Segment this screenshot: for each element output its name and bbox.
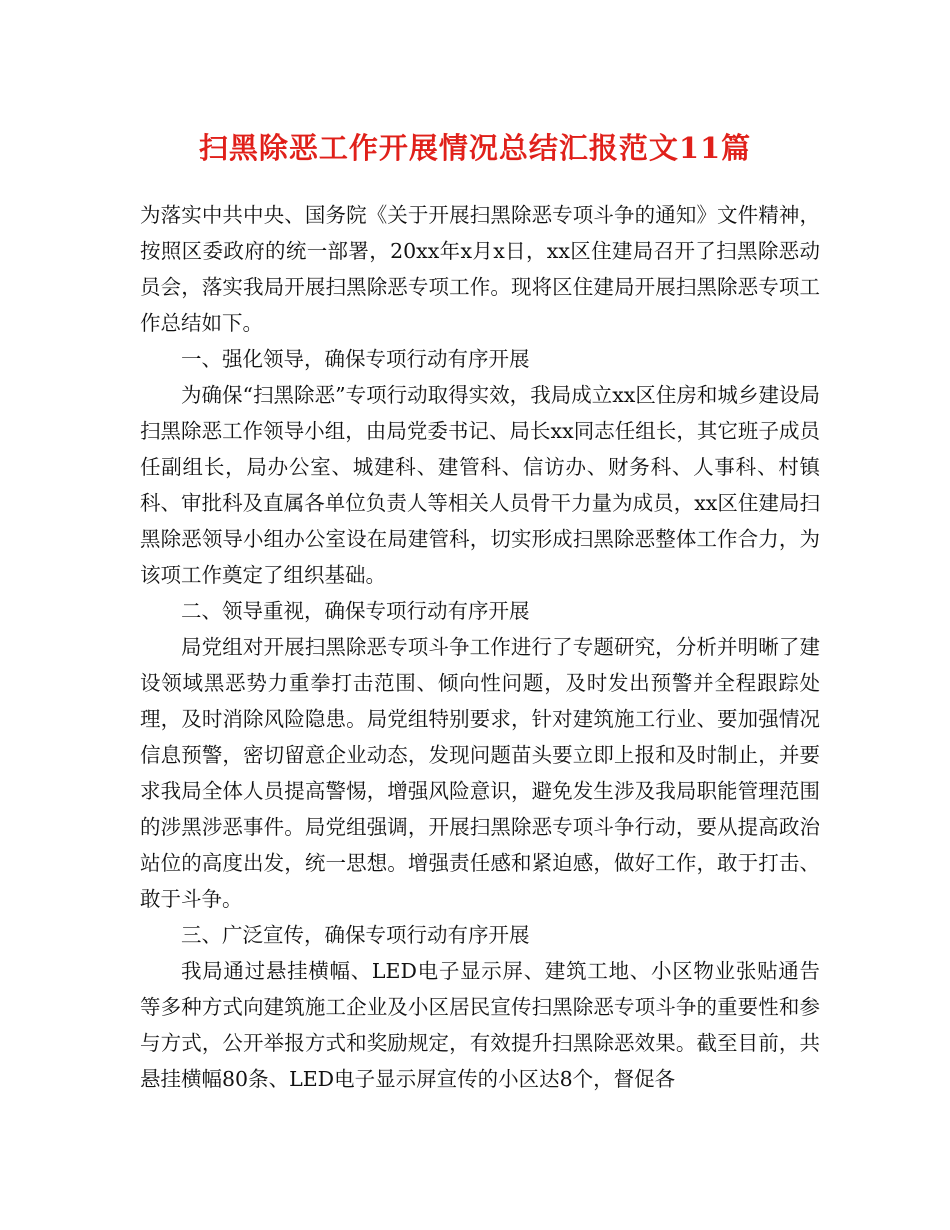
section-paragraph-1: 为确保“扫黑除恶”专项行动取得实效，我局成立xx区住房和城乡建设局扫黑除恶工作领导小组，由局党委书记、局长xx同志任组长，其它班子成员任副组长，局办公室、城建科、建管科、信访办、财务科、人事科、村镇科、审批科及直属各单位负责人等相关人员骨干力量为成员，xx区住建局扫黑除恶领导小组办公室设在局建管科，切实形成扫黑除恶整体工作合力，为该项工作奠定了组织基础。 [140,383,820,587]
section-heading-3: 三、广泛宣传，确保专项行动有序开展 [181,923,530,947]
document-body [140,197,820,1097]
section-heading-2: 二、领导重视，确保专项行动有序开展 [181,599,530,623]
section-heading-1: 一、强化领导，确保专项行动有序开展 [181,347,530,371]
intro-paragraph: 为落实中共中央、国务院《关于开展扫黑除恶专项斗争的通知》文件精神，按照区委政府的统一部署，20xx年x月x日，xx区住建局召开了扫黑除恶动员会，落实我局开展扫黑除恶专项工作。现将区住建局开展扫黑除恶专项工作总结如下。 [140,203,820,335]
section-paragraph-3: 我局通过悬挂横幅、LED电子显示屏、建筑工地、小区物业张贴通告等多种方式向建筑施工企业及小区居民宣传扫黑除恶专项斗争的重要性和参与方式，公开举报方式和奖励规定，有效提升扫黑除恶效果。截至目前，共悬挂横幅80条、LED电子显示屏宣传的小区达8个，督促各 [140,959,820,1091]
section-paragraph-2: 局党组对开展扫黑除恶专项斗争工作进行了专题研究，分析并明晰了建设领域黑恶势力重拳打击范围、倾向性问题，及时发出预警并全程跟踪处理，及时消除风险隐患。局党组特别要求，针对建筑施工行业、要加强情况信息预警，密切留意企业动态，发现问题苗头要立即上报和及时制止，并要求我局全体人员提高警惕，增强风险意识，避免发生涉及我局职能管理范围的涉黑涉恶事件。局党组强调，开展扫黑除恶专项斗争行动，要从提高政治站位的高度出发，统一思想。增强责任感和紧迫感，做好工作，敢于打击、敢于斗争。 [140,635,820,911]
document-title: 扫黑除恶工作开展情况总结汇报范文11篇 [198,131,752,165]
